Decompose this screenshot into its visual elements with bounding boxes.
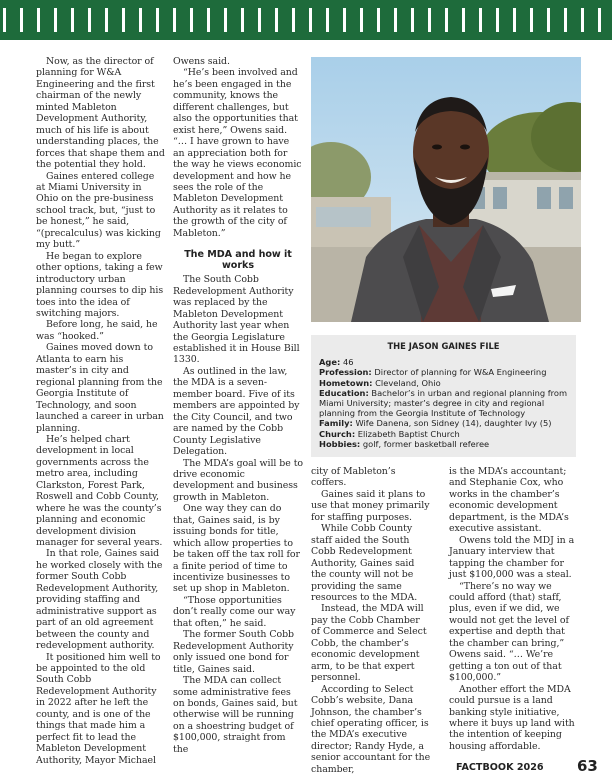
paragraph: Owens told the MDJ in a January interview that tapping the chamber for just $100,000 was a steal. (449, 534, 575, 581)
paragraph: Gaines entered college at Miami University in Ohio on the pre-business school track, but, “just to be honest,” he said, “(precalculus) was kicking my butt.” (36, 170, 161, 251)
fact-label: Age: (319, 357, 341, 368)
paragraph: He began to explore other options, taking a few introductory urban planning courses to dip his toes into the idea of switching majors. (36, 250, 164, 319)
fact-row-hometown (319, 378, 568, 388)
fact-box-title: THE JASON GAINES FILE (387, 341, 500, 351)
paragraph: “… I have grown to have an appreciation both for the way he views economic development and how he sees the role of the Mableton Development Authority as it relates to the growth of the city of Mableton.” (173, 136, 302, 239)
portrait-photo (311, 57, 581, 322)
paragraph: While Cobb County staff aided the South Cobb Redevelopment Authority, Gaines said the county will not be providing the same resources to the MDA. (311, 523, 418, 603)
paragraph: The MDA’s goal will be to drive economic development and business growth in Mableton. (173, 457, 304, 503)
paragraph: Now, as the director of planning for W&A Engineering and the first chairman of the newly minted Mableton Development Authority, much of his life is about understanding places, the forces that shape them and the potential they hold. (36, 56, 165, 171)
paragraph: According to Select Cobb’s website, Dana Johnson, the chamber’s chief operating officer, is the MDA’s executive director; Randy Hyde, a senior accountant for the chamber, (311, 683, 431, 775)
fact-label: Family: (319, 418, 353, 429)
paragraph: The MDA can collect some administrative fees on bonds, Gaines said, but otherwise will be running on a shoestring budget of $100,000, straight from the (173, 675, 298, 755)
paragraph: Owens said. (173, 56, 230, 67)
paragraph: city of Mableton’s coffers. (311, 466, 396, 489)
paragraph: “There’s no way we could afford (that) staff, plus, even if we did, we would not get the level of expertise and depth that the chamber can bring,” Owens said. “… We’re getting a ton out of that $100,000.” (449, 580, 569, 684)
fact-value: golf, former basketball referee (360, 438, 490, 449)
fact-value: Director of planning for W&A Engineering (371, 367, 547, 378)
fact-value: Elizabeth Baptist Church (355, 428, 460, 439)
fact-row-hobbies (319, 439, 568, 449)
paragraph: “Those opportunities don’t really come our way that often,” he said. (173, 594, 296, 629)
paragraph: One way they can do that, Gaines said, is by issuing bonds for title, which allow properties to be taken off the tax roll for a finite period of time to incentivize businesses to set up shop in Mableton. (173, 503, 300, 595)
paragraph: Gaines moved down to Atlanta to earn his master’s in city and regional planning from the Georgia Institute of Technology, and soon launched a career in urban planning. (36, 342, 164, 434)
portrait-photo-illustration (311, 57, 581, 322)
paragraph: In that role, Gaines said he worked closely with the former South Cobb Redevelopment Authority, providing staffing and administrative support as part of an old agreement between the county and redevelopment authority. (36, 548, 163, 652)
publication-footer: FACTBOOK 2026 (456, 762, 544, 773)
fact-row-education (319, 388, 568, 419)
paragraph: As outlined in the law, the MDA is a seven-member board. Five of its members are appointed by the City Council, and two are named by the Cobb County Legislative Delegation. (173, 365, 300, 458)
fact-label: Education: (319, 387, 369, 398)
paragraph: The South Cobb Redevelopment Authority was replaced by the Mableton Development Authority last year when the Georgia Legislature established it in House Bill 1330. (173, 274, 300, 366)
fact-row-family (319, 418, 568, 428)
fact-value: 46 (340, 357, 354, 368)
paragraph: “He’s been involved and he’s been engaged in the community, knows the different challenges, but also the opportunities that exist here,” Owens said. (173, 67, 298, 136)
paragraph: Gaines said it plans to use that money primarily for staffing purposes. (311, 488, 430, 523)
paragraph: Instead, the MDA will pay the Cobb Chamber of Commerce and Select Cobb, the chamber’s economic development arm, to be that expert personnel. (311, 603, 427, 684)
page-number: 63 (577, 757, 598, 775)
fact-label: Hometown: (319, 377, 373, 388)
fact-row-age (319, 357, 568, 367)
fact-label: Hobbies: (319, 438, 361, 449)
fact-value: Wife Danena, son Sidney (14), daughter Ivy (5) (352, 418, 552, 429)
fact-row-profession (319, 367, 568, 377)
fact-label: Profession: (319, 367, 372, 378)
paragraph: It positioned him well to be appointed to the old South Cobb Redevelopment Authority in 2022 after he left the county, and is one of the things that made him a perfect fit to lead the Mableton Development Authority, Mayor Michael (36, 651, 161, 766)
fact-value: Bachelor’s in urban and regional planning from Miami University; master’s degree in city and regional planning from the Georgia Institute of Technology (319, 387, 568, 419)
section-subhead: The MDA and how it works (184, 249, 292, 272)
paragraph: Before long, he said, he was “hooked.” (36, 319, 158, 342)
paragraph: The former South Cobb Redevelopment Authority only issued one bond for title, Gaines said. (173, 629, 294, 675)
fact-box (311, 335, 576, 457)
fact-row-church (319, 429, 568, 439)
paragraph: Another effort the MDA could pursue is a land banking style initiative, where it buys up land with the intention of keeping housing affordable. (449, 683, 575, 752)
article-column-3 (311, 466, 431, 775)
fact-label: Church: (319, 428, 356, 439)
article-column-4 (449, 466, 580, 752)
article-column-1 (36, 56, 166, 766)
article-column-2 (173, 56, 303, 755)
fact-value: Cleveland, Ohio (372, 377, 441, 388)
header-stripe-border (0, 0, 612, 40)
paragraph: He’s helped chart development in local governments across the metro area, including Clarkston, Forest Park, Roswell and Cobb County, where he was the county’s planning and economic development division manager for several years. (36, 433, 163, 549)
paragraph: is the MDA’s accountant; and Stephanie Cox, who works in the chamber’s economic development department, is the MDA’s executive assistant. (449, 466, 569, 535)
